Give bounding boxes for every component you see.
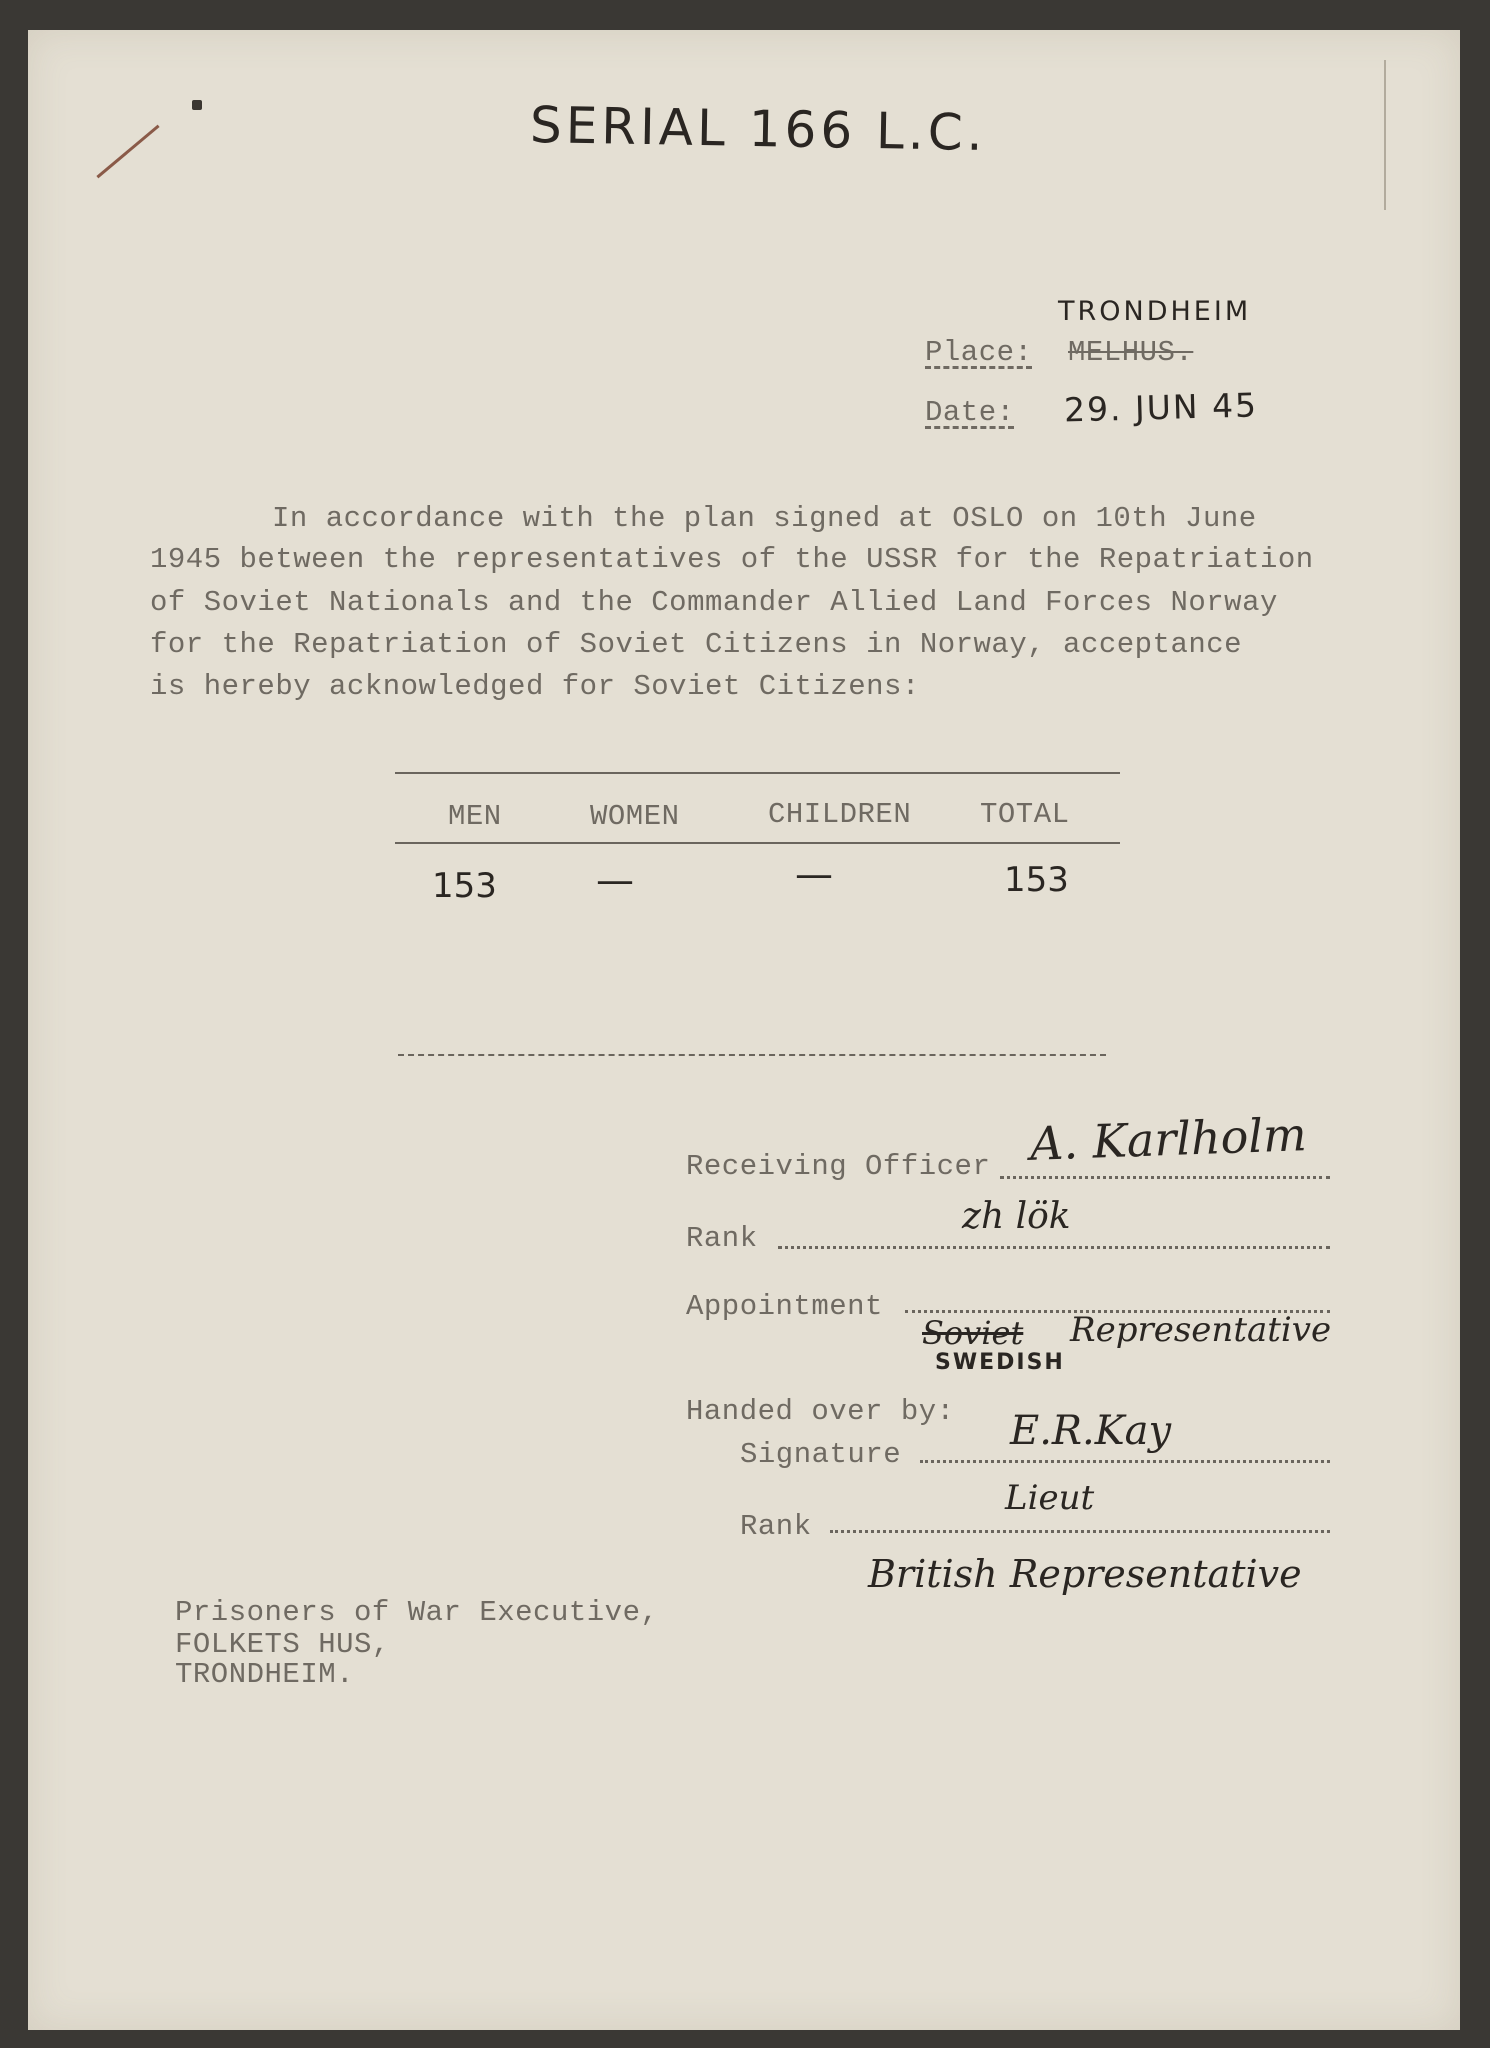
table-header-women: WOMEN	[590, 800, 680, 833]
margin-tick	[192, 100, 202, 110]
appointment-struck: Soviet	[922, 1314, 1024, 1352]
place-handwritten: TRONDHEIM	[1058, 296, 1252, 327]
receiving-officer-label: Receiving Officer	[686, 1150, 991, 1183]
signature-value: E.R.Kay	[1010, 1408, 1172, 1454]
signature-dots	[920, 1460, 1330, 1463]
rank-label: Rank	[686, 1222, 758, 1255]
body-line-5: is hereby acknowledged for Soviet Citizens:	[150, 670, 920, 703]
british-representative: British Representative	[868, 1552, 1302, 1596]
rank-dots	[778, 1246, 1330, 1249]
signature-label: Signature	[740, 1438, 902, 1471]
table-value-total: 153	[1004, 860, 1069, 900]
body-line-4: for the Repatriation of Soviet Citizens in Norway, acceptance	[150, 628, 1243, 661]
table-header-total: TOTAL	[980, 798, 1070, 831]
table-bottom-rule	[398, 1054, 1106, 1056]
rank2-label: Rank	[740, 1510, 812, 1543]
table-value-men: 153	[432, 866, 497, 906]
document-page	[28, 30, 1460, 2030]
appointment-value: Representative	[1070, 1310, 1332, 1350]
handed-over-label: Handed over by:	[686, 1395, 955, 1428]
appointment-insert: SWEDISH	[935, 1350, 1065, 1375]
rank-value: zh lök	[962, 1196, 1071, 1237]
body-line-3: of Soviet Nationals and the Commander Allied Land Forces Norway	[150, 586, 1278, 619]
table-value-women: —	[596, 858, 634, 902]
date-label: Date:	[925, 396, 1015, 429]
table-value-children: —	[795, 852, 833, 896]
date-value: 29. JUN 45	[1063, 385, 1259, 430]
table-top-rule	[395, 772, 1120, 774]
table-header-children: CHILDREN	[768, 798, 912, 831]
receiving-officer-signature: A. Karlholm	[1029, 1107, 1308, 1171]
footer-line-3: TRONDHEIM.	[175, 1658, 355, 1691]
body-line-1: In accordance with the plan signed at OSLO on 10th June	[272, 502, 1257, 535]
rank2-dots	[830, 1530, 1330, 1533]
receiving-officer-dots	[1000, 1176, 1330, 1179]
footer-line-1: Prisoners of War Executive,	[175, 1596, 659, 1629]
place-label: Place:	[925, 336, 1033, 369]
place-original-struck: MELHUS.	[1068, 336, 1194, 369]
right-edge-line	[1384, 60, 1386, 210]
table-header-men: MEN	[448, 800, 502, 833]
rank2-value: Lieut	[1005, 1478, 1095, 1518]
table-header-rule	[395, 842, 1120, 844]
serial-heading: SERIAL 166 L.C.	[529, 96, 988, 162]
footer-line-2: FOLKETS HUS,	[175, 1628, 390, 1661]
body-line-2: 1945 between the representatives of the USSR for the Repatriation	[150, 543, 1314, 576]
appointment-label: Appointment	[686, 1290, 883, 1323]
